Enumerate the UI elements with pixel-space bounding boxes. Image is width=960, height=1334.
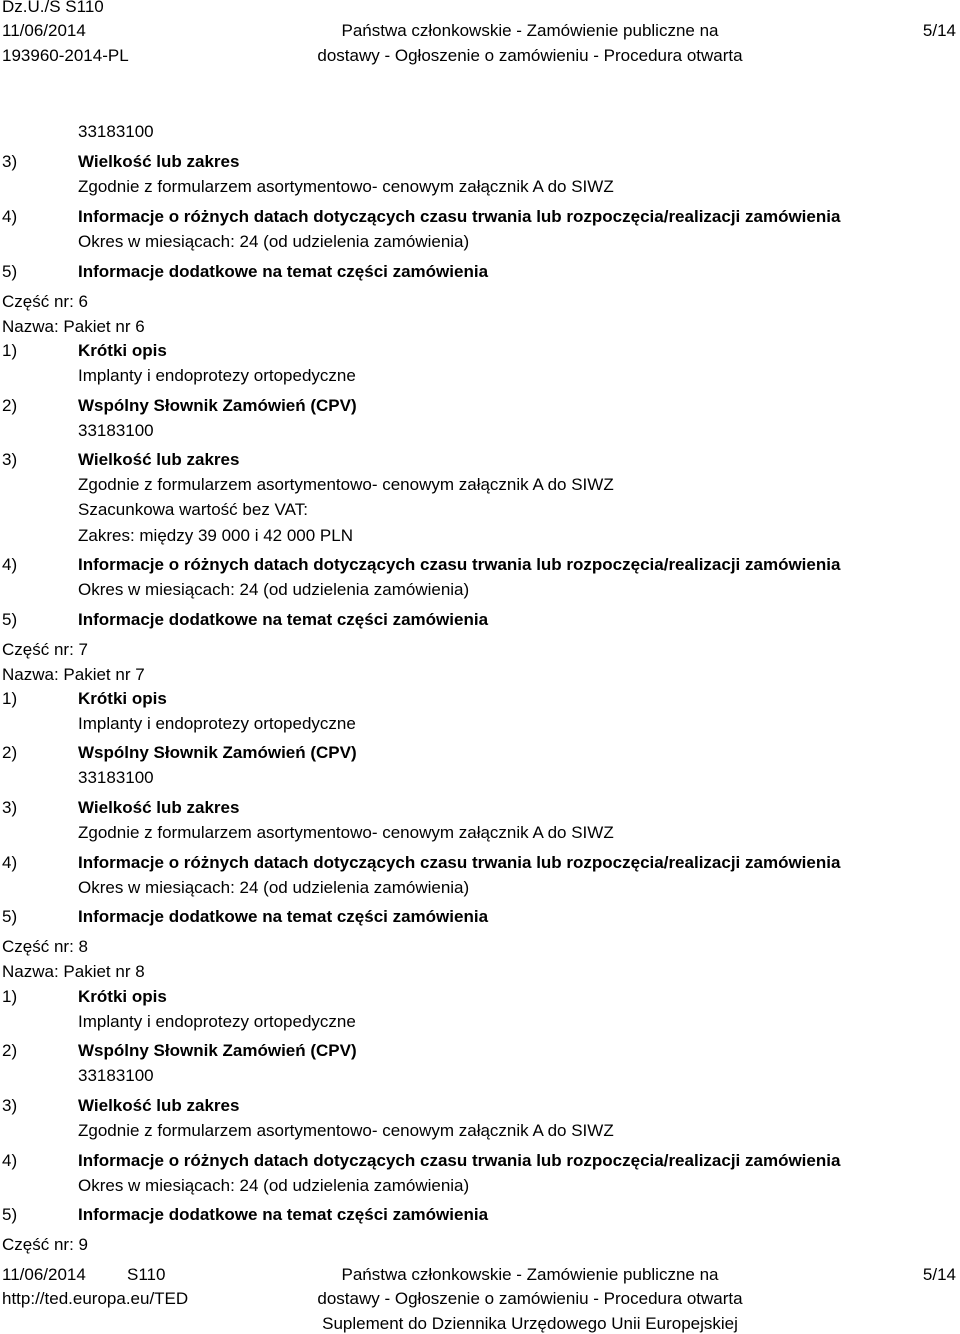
item2-number: 2) — [2, 1041, 18, 1060]
item1-text: Implanty i endoprotezy ortopedyczne — [78, 714, 356, 733]
item3-number: 3) — [2, 798, 18, 817]
item3-heading: Wielkość lub zakres — [78, 798, 240, 817]
item5-heading: Informacje dodatkowe na temat części zamówienia — [78, 907, 489, 926]
part-name: Nazwa: Pakiet nr 8 — [2, 962, 145, 981]
footer-title-line1: Państwa członkowskie - Zamówienie publiczne na — [341, 1265, 719, 1284]
cont-item5-heading: Informacje dodatkowe na temat części zamówienia — [78, 262, 489, 281]
part-number: Część nr: 6 — [2, 292, 88, 311]
footer-page-number: 5/14 — [922, 1265, 956, 1284]
page-footer — [0, 1262, 960, 1334]
item4-heading: Informacje o różnych datach dotyczących czasu trwania lub rozpoczęcia/realizacji zamówienia — [78, 1151, 841, 1170]
item4-text: Okres w miesiącach: 24 (od udzielenia zamówienia) — [78, 878, 470, 897]
item4-text: Okres w miesiącach: 24 (od udzielenia zamówienia) — [78, 1176, 470, 1195]
header-page-number: 5/14 — [922, 21, 956, 40]
footer-date: 11/06/2014 — [2, 1265, 86, 1284]
item1-number: 1) — [2, 341, 18, 360]
item3-number: 3) — [2, 450, 18, 469]
item2-heading: Wspólny Słownik Zamówień (CPV) — [78, 1041, 357, 1060]
item2-cpv-code: 33183100 — [78, 768, 154, 787]
item4-number: 4) — [2, 1151, 18, 1170]
item5-heading: Informacje dodatkowe na temat części zamówienia — [78, 1205, 489, 1224]
footer-url: http://ted.europa.eu/TED — [2, 1289, 189, 1308]
item3-text: Zgodnie z formularzem asortymentowo- cenowym załącznik A do SIWZ — [78, 475, 614, 494]
cont-item4-number: 4) — [2, 207, 18, 226]
header-title-line1: Państwa członkowskie - Zamówienie publiczne na — [341, 21, 719, 40]
cont-cpv-code: 33183100 — [78, 122, 154, 141]
item1-number: 1) — [2, 987, 18, 1006]
footer-title-line2: dostawy - Ogłoszenie o zamówieniu - Procedura otwarta — [317, 1289, 743, 1308]
item3-text: Zgodnie z formularzem asortymentowo- cenowym załącznik A do SIWZ — [78, 1121, 614, 1140]
item2-heading: Wspólny Słownik Zamówień (CPV) — [78, 743, 357, 762]
estimated-value-range: Zakres: między 39 000 i 42 000 PLN — [78, 526, 353, 545]
cont-item3-heading: Wielkość lub zakres — [78, 152, 240, 171]
cont-item3-text: Zgodnie z formularzem asortymentowo- cenowym załącznik A do SIWZ — [78, 177, 614, 196]
item1-text: Implanty i endoprotezy ortopedyczne — [78, 366, 356, 385]
item1-heading: Krótki opis — [78, 341, 167, 360]
item3-text: Zgodnie z formularzem asortymentowo- cenowym załącznik A do SIWZ — [78, 823, 614, 842]
header-title-line2: dostawy - Ogłoszenie o zamówieniu - Procedura otwarta — [317, 46, 743, 65]
item2-heading: Wspólny Słownik Zamówień (CPV) — [78, 396, 357, 415]
item5-number: 5) — [2, 907, 18, 926]
part-name: Nazwa: Pakiet nr 7 — [2, 665, 145, 684]
item5-number: 5) — [2, 1205, 18, 1224]
header-ref: 193960-2014-PL — [2, 46, 129, 65]
item4-number: 4) — [2, 853, 18, 872]
item2-cpv-code: 33183100 — [78, 1066, 154, 1085]
item4-text: Okres w miesiącach: 24 (od udzielenia zamówienia) — [78, 580, 470, 599]
cont-item4-heading: Informacje o różnych datach dotyczących czasu trwania lub rozpoczęcia/realizacji zamówienia — [78, 207, 841, 226]
item4-number: 4) — [2, 555, 18, 574]
cont-item4-text: Okres w miesiącach: 24 (od udzielenia zamówienia) — [78, 232, 470, 251]
part-number: Część nr: 8 — [2, 937, 88, 956]
item5-number: 5) — [2, 610, 18, 629]
item1-number: 1) — [2, 689, 18, 708]
cont-item3-number: 3) — [2, 152, 18, 171]
item4-heading: Informacje o różnych datach dotyczących czasu trwania lub rozpoczęcia/realizacji zamówienia — [78, 853, 841, 872]
item3-heading: Wielkość lub zakres — [78, 1096, 240, 1115]
item4-heading: Informacje o różnych datach dotyczących czasu trwania lub rozpoczęcia/realizacji zamówienia — [78, 555, 841, 574]
part-number: Część nr: 7 — [2, 640, 88, 659]
header-date: 11/06/2014 — [2, 21, 86, 40]
item1-heading: Krótki opis — [78, 987, 167, 1006]
item1-text: Implanty i endoprotezy ortopedyczne — [78, 1012, 356, 1031]
estimated-value-label: Szacunkowa wartość bez VAT: — [78, 500, 308, 519]
part-name: Nazwa: Pakiet nr 6 — [2, 317, 145, 336]
cont-item5-number: 5) — [2, 262, 18, 281]
item5-heading: Informacje dodatkowe na temat części zamówienia — [78, 610, 489, 629]
item2-number: 2) — [2, 743, 18, 762]
item1-heading: Krótki opis — [78, 689, 167, 708]
header-doc-id: Dz.U./S S110 — [2, 0, 104, 16]
item3-number: 3) — [2, 1096, 18, 1115]
item2-cpv-code: 33183100 — [78, 421, 154, 440]
item3-heading: Wielkość lub zakres — [78, 450, 240, 469]
next-part-number: Część nr: 9 — [2, 1235, 88, 1254]
footer-series: S110 — [127, 1265, 166, 1284]
item2-number: 2) — [2, 396, 18, 415]
footer-title-line3: Suplement do Dziennika Urzędowego Unii Europejskiej — [322, 1314, 738, 1333]
